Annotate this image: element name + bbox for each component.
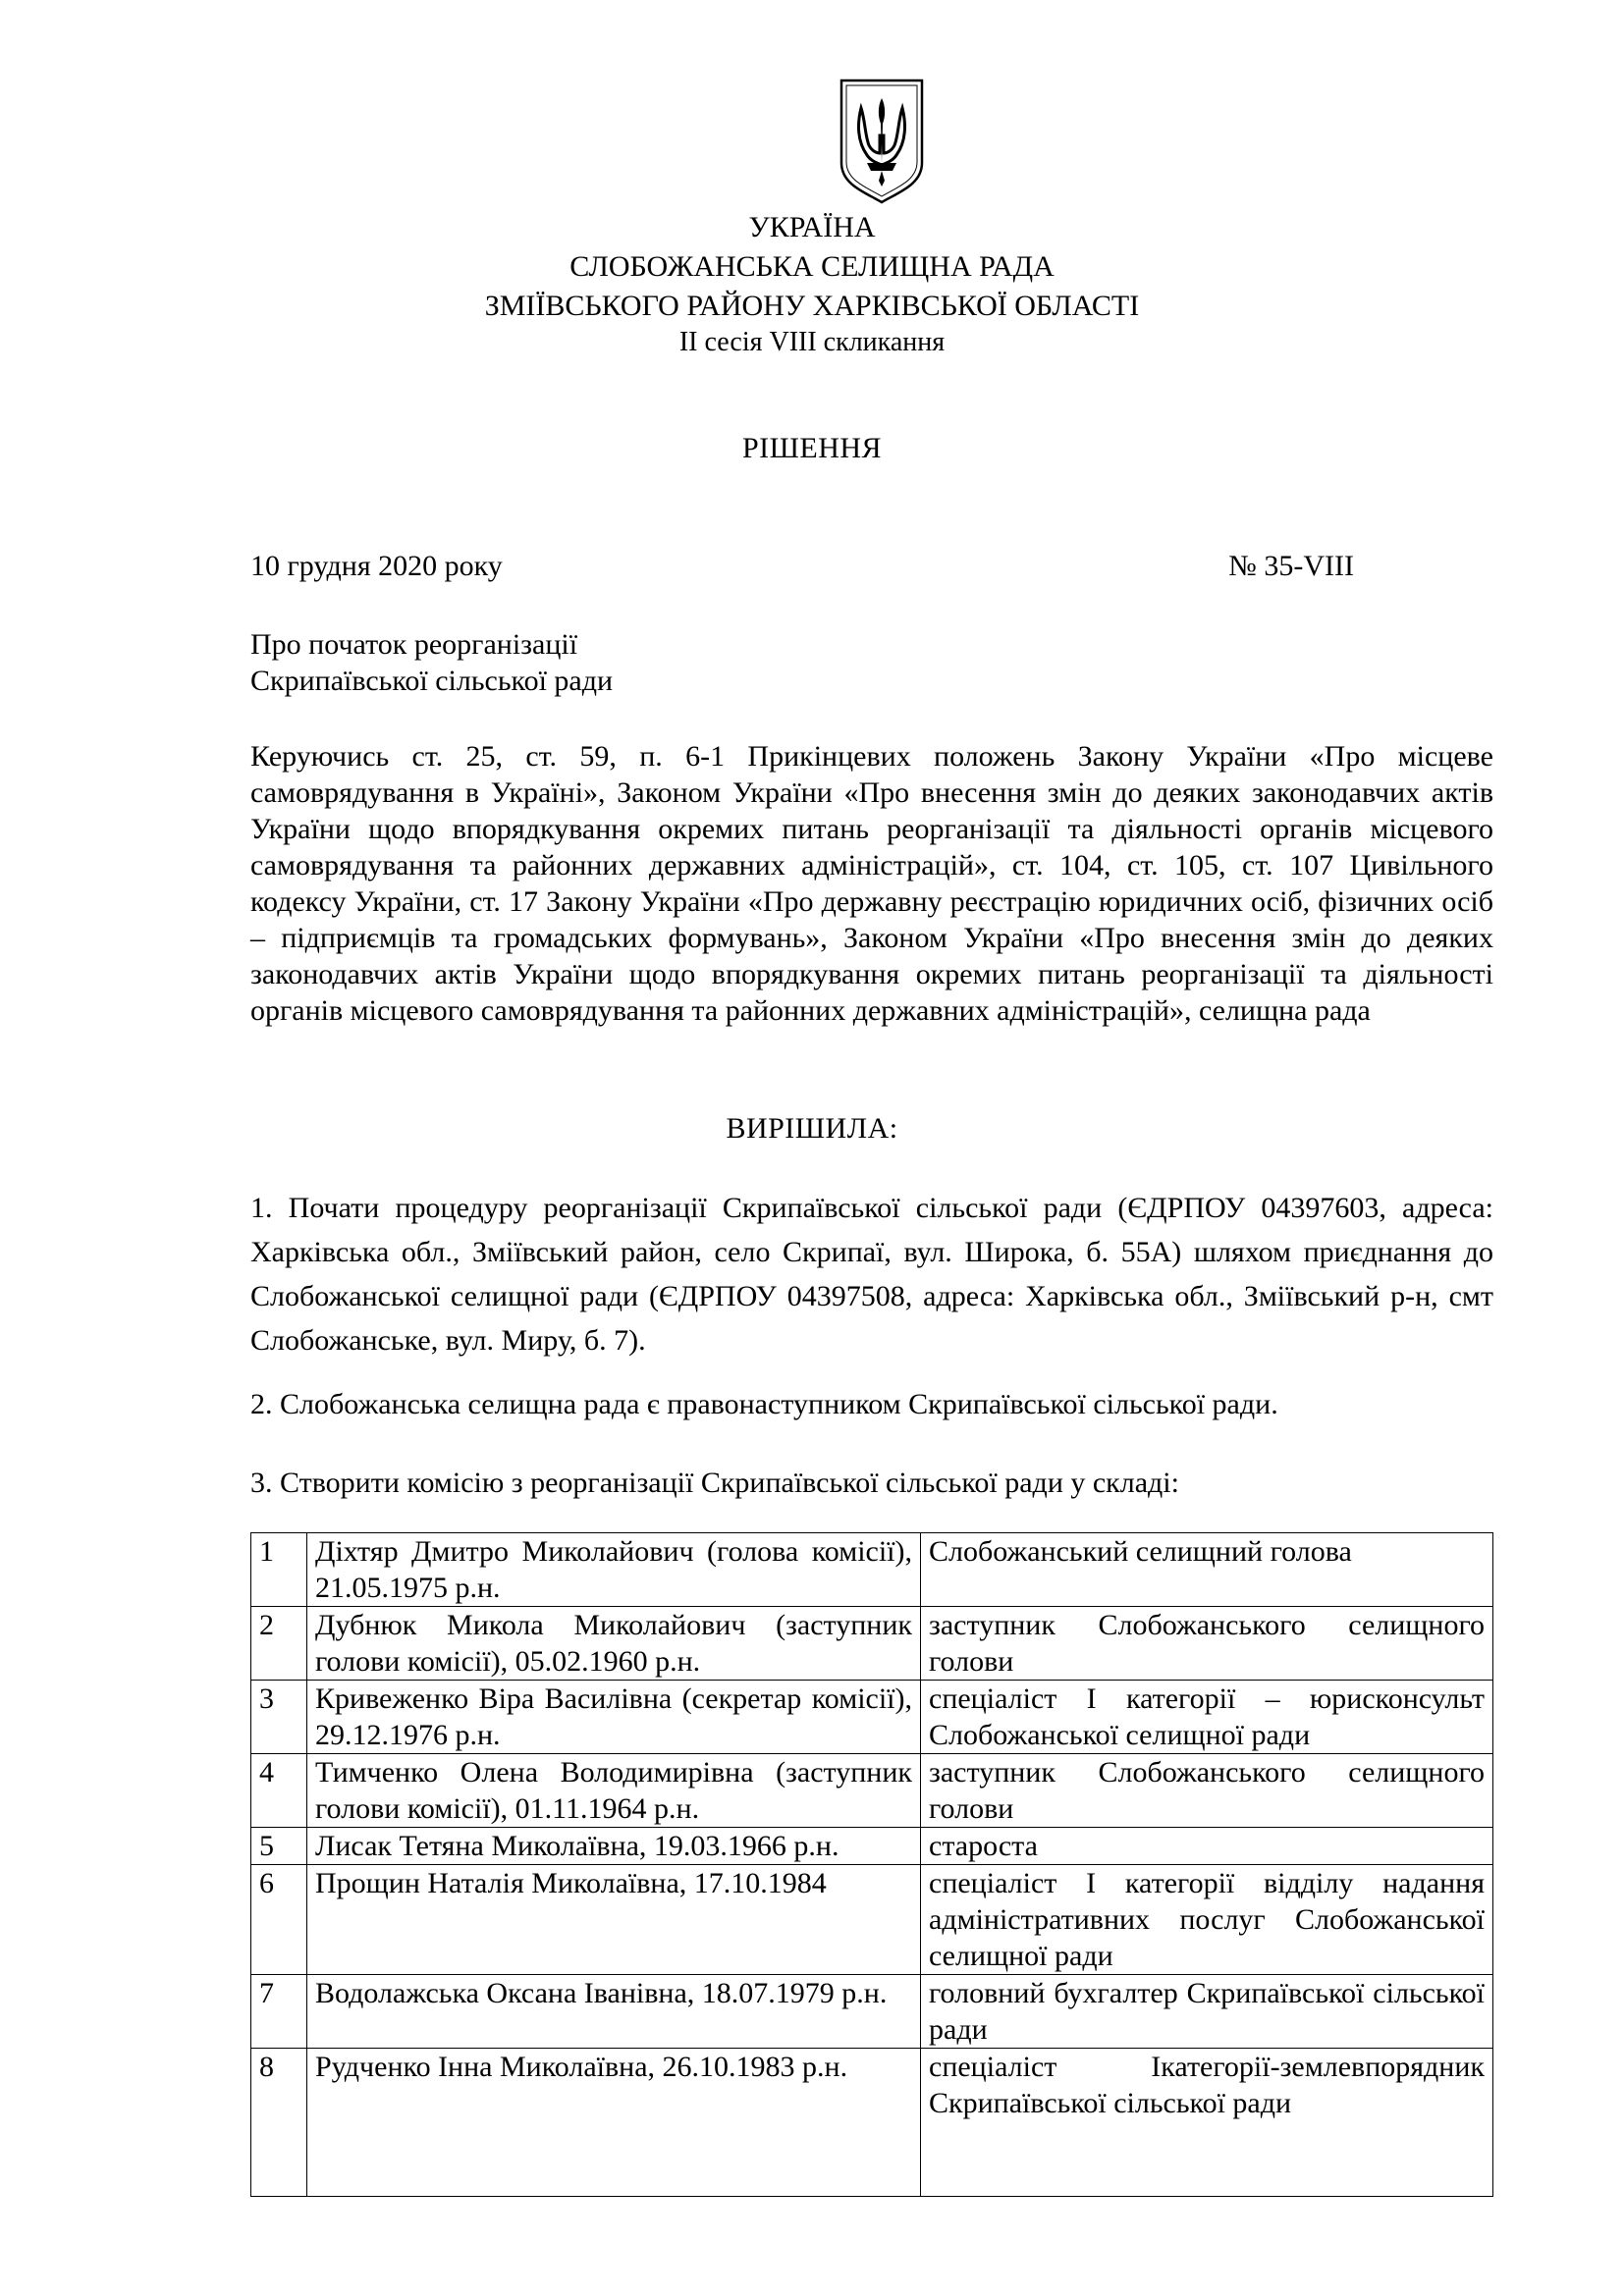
row-number: 7 <box>251 1975 307 2049</box>
table-row <box>251 1754 1493 1828</box>
table-row <box>251 1975 1493 2049</box>
table-row <box>251 1828 1493 1865</box>
preamble-paragraph: Керуючись ст. 25, ст. 59, п. 6-1 Прикінцевих положень Закону України «Про місцеве самоврядування в Україні», Законом України «Про внесення змін до деяких законодавчих актів України щодо впорядкування окремих питань реорганізації та діяльності органів місцевого самоврядування та районних державних адміністрацій», ст. 104, ст. 105, ст. 107 Цивільного кодексу України, ст. 17 Закону України «Про державну реєстрацію юридичних осіб, фізичних осіб – підприємців та громадських формувань», Законом України «Про внесення змін до деяких законодавчих актів України щодо впорядкування окремих питань реорганізації та діяльності органів місцевого самоврядування та районних державних адміністрацій», селищна рада <box>250 740 1493 1027</box>
row-number: 5 <box>251 1828 307 1865</box>
header-session: ІІ сесія VIII скликання <box>678 327 946 357</box>
table-row <box>251 1533 1493 1607</box>
member-name: Рудченко Інна Миколаївна, 26.10.1983 р.н. <box>307 2049 921 2197</box>
member-name: Тимченко Олена Володимирівна (заступник голови комісії), 01.11.1964 р.н. <box>307 1754 921 1828</box>
table-row <box>251 2049 1493 2197</box>
member-name: Кривеженко Віра Василівна (секретар комісії), 29.12.1976 р.н. <box>307 1681 921 1754</box>
table-row <box>251 1681 1493 1754</box>
decision-item-1: 1. Почати процедуру реорганізації Скрипаївської сільської ради (ЄДРПОУ 04397603, адреса: Харківська обл., Зміївський район, село Скрипаї, вул. Широка, б. 55А) шляхом приєднання до Слобожанської селищної ради (ЄДРПОУ 04397508, адреса: Харківська обл., Зміївський р-н, смт Слобожанське, вул. Миру, б. 7). <box>250 1192 1493 1357</box>
member-name: Лисак Тетяна Миколаївна, 19.03.1966 р.н. <box>307 1828 921 1865</box>
row-number: 2 <box>251 1607 307 1681</box>
document-subject <box>250 626 613 699</box>
member-name: Водолажська Оксана Іванівна, 18.07.1979 р.н. <box>307 1975 921 2049</box>
row-number: 3 <box>251 1681 307 1754</box>
table-row <box>251 1865 1493 1975</box>
table-row <box>251 1607 1493 1681</box>
document-number: № 35-VIII <box>1228 550 1354 582</box>
row-number: 6 <box>251 1865 307 1975</box>
document-date: 10 грудня 2020 року <box>250 550 503 582</box>
coat-of-arms-emblem <box>838 77 926 206</box>
member-position: спеціаліст Ікатегорії-землевпорядник Скрипаївської сільської ради <box>921 2049 1493 2197</box>
member-position: староста <box>921 1828 1493 1865</box>
document-title: РІШЕННЯ <box>741 432 883 464</box>
decision-item-3: 3. Створити комісію з реорганізації Скрипаївської сільської ради у складі: <box>250 1467 1179 1499</box>
row-number: 1 <box>251 1533 307 1607</box>
row-number: 8 <box>251 2049 307 2197</box>
member-position: головний бухгалтер Скрипаївської сільської ради <box>921 1975 1493 2049</box>
subject-line-2: Скрипаївської сільської ради <box>250 665 614 697</box>
decided-heading: ВИРІШИЛА: <box>726 1112 898 1145</box>
member-position: спеціаліст І категорії відділу надання адміністративних послуг Слобожанської селищної ради <box>921 1865 1493 1975</box>
member-name: Діхтяр Дмитро Миколайович (голова комісії), 21.05.1975 р.н. <box>307 1533 921 1607</box>
member-position: спеціаліст І категорії – юрисконсульт Слобожанської селищної ради <box>921 1681 1493 1754</box>
header-country: УКРАЇНА <box>748 211 876 243</box>
subject-line-1: Про початок реорганізації <box>250 628 578 661</box>
decision-item-2: 2. Слобожанська селищна рада є правонаступником Скрипаївської сільської ради. <box>250 1388 1278 1420</box>
header-district: ЗМІЇВСЬКОГО РАЙОНУ ХАРКІВСЬКОЇ ОБЛАСТІ <box>484 290 1140 322</box>
row-number: 4 <box>251 1754 307 1828</box>
member-name: Дубнюк Микола Миколайович (заступник голови комісії), 05.02.1960 р.н. <box>307 1607 921 1681</box>
commission-table <box>250 1532 1493 2197</box>
header-council: СЛОБОЖАНСЬКА СЕЛИЩНА РАДА <box>569 250 1055 283</box>
document-header <box>0 208 1624 359</box>
member-position: заступник Слобожанського селищного голови <box>921 1754 1493 1828</box>
member-position: Слобожанський селищний голова <box>921 1533 1493 1607</box>
member-position: заступник Слобожанського селищного голови <box>921 1607 1493 1681</box>
member-name: Прощин Наталія Миколаївна, 17.10.1984 <box>307 1865 921 1975</box>
